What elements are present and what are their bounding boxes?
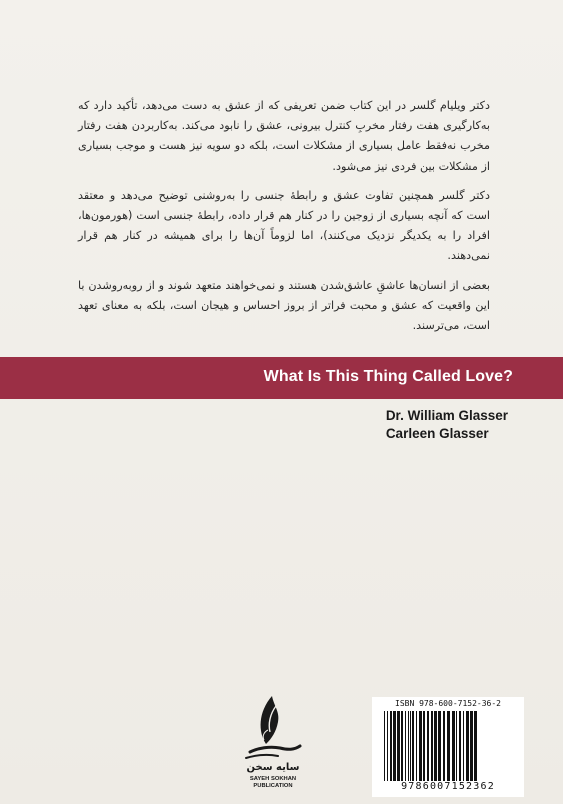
barcode-bar bbox=[405, 711, 406, 781]
blurb-paragraph-1: دکتر ویلیام گلسر در این کتاب ضمن تعریفی که از عشق به دست می‌دهد، تأکید دارد که به‌کارگیری هفت رفتار مخربِ کنترل بیرونی، عشق را نابود می‌کند. به‌کاربردن هفت رفتار مخرب نه‌فقط عامل بسیاری از مشکلات است، بلکه دو سویه نیز هست و موجب بسیاری از مشکلات بین فردی نیز می‌شود. bbox=[78, 99, 490, 173]
barcode-bar bbox=[452, 711, 455, 781]
back-cover-blurb bbox=[78, 96, 490, 345]
barcode-bar bbox=[470, 711, 473, 781]
isbn-barcode bbox=[372, 697, 524, 797]
barcode-bar bbox=[397, 711, 400, 781]
barcode-number: 9786007152362 bbox=[401, 781, 495, 792]
publisher-name-line: SAYEH SOKHAN bbox=[249, 776, 297, 782]
barcode-bar bbox=[387, 711, 388, 781]
blurb-paragraph-3: بعضی از انسان‌ها عاشقِ عاشق‌شدن هستند و نمی‌خواهند متعهد شوند و از روبه‌روشدن با این واقعیت که عشق و محبت فراتر از بروز احساس و هیجان است، بلکه به معنای تعهد است، می‌ترسند. bbox=[78, 278, 490, 333]
publisher-name-line: PUBLICATION bbox=[253, 783, 293, 789]
barcode-bar bbox=[431, 711, 433, 781]
barcode-bar bbox=[427, 711, 429, 781]
barcode-bar bbox=[410, 711, 411, 781]
barcode-bar bbox=[401, 711, 403, 781]
author-name: Carleen Glasser bbox=[385, 426, 489, 441]
barcode-bar bbox=[443, 711, 445, 781]
publisher-name-english bbox=[228, 776, 318, 790]
publisher-logo bbox=[228, 682, 318, 802]
english-book-title: What Is This Thing Called Love? bbox=[263, 368, 513, 385]
author-list bbox=[386, 407, 508, 443]
barcode-bar bbox=[466, 711, 469, 781]
barcode-bar bbox=[384, 711, 385, 781]
barcode-bar bbox=[393, 711, 396, 781]
publisher-name-persian: سایه سخن bbox=[246, 762, 300, 773]
barcode-bar bbox=[474, 711, 477, 781]
barcode-bar bbox=[423, 711, 425, 781]
barcode-bar bbox=[419, 711, 422, 781]
author-name: Dr. William Glasser bbox=[385, 408, 508, 423]
barcode-bar bbox=[390, 711, 392, 781]
isbn-label: ISBN 978-600-7152-36-2 bbox=[395, 699, 501, 708]
title-band bbox=[0, 357, 563, 399]
barcode-bar bbox=[463, 711, 464, 781]
barcode-bar bbox=[412, 711, 414, 781]
barcode-bar bbox=[408, 711, 409, 781]
feather-quill-icon bbox=[228, 682, 318, 762]
barcode-bar bbox=[447, 711, 450, 781]
barcode-bar bbox=[416, 711, 417, 781]
barcode-bar bbox=[459, 711, 461, 781]
barcode-bars bbox=[384, 711, 512, 781]
barcode-bar bbox=[438, 711, 441, 781]
blurb-paragraph-2: دکتر گلسر همچنین تفاوت عشق و رابطهٔ جنسی را به‌روشنی توضیح می‌دهد و معتقد است که آنچه بسیاری از زوجین را در کنار هم قرار داده، رابطهٔ جنسی است (هورمون‌ها، افراد را به یکدیگر نزدیک می‌کنند)، اما لزوماً آن‌ها را برای همیشه در کنار هم قرار نمی‌دهند. bbox=[78, 188, 490, 263]
barcode-bar bbox=[456, 711, 457, 781]
barcode-bar bbox=[434, 711, 437, 781]
